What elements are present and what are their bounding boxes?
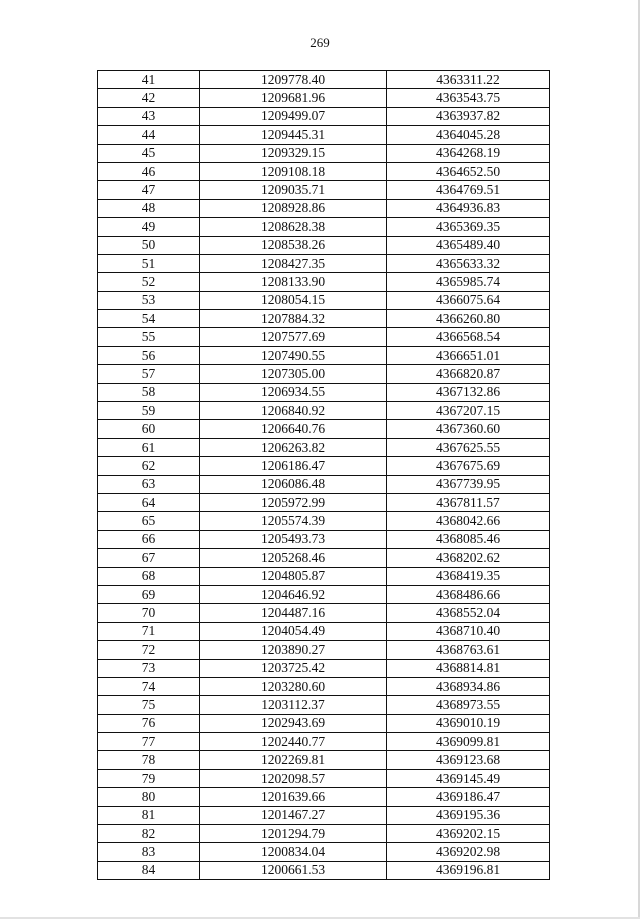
x-coordinate-cell: 1205972.99 (200, 493, 387, 511)
x-coordinate-cell: 1209108.18 (200, 162, 387, 180)
point-number-cell: 55 (98, 328, 200, 346)
point-number-cell: 46 (98, 162, 200, 180)
x-coordinate-cell: 1202098.57 (200, 769, 387, 787)
point-number-cell: 62 (98, 457, 200, 475)
table-row (98, 622, 550, 640)
table-row (98, 383, 550, 401)
x-coordinate-cell: 1208538.26 (200, 236, 387, 254)
page-number: 269 (310, 35, 330, 50)
x-coordinate-cell: 1200834.04 (200, 843, 387, 861)
table-row (98, 585, 550, 603)
y-coordinate-cell: 4368042.66 (387, 512, 550, 530)
y-coordinate-cell: 4369202.15 (387, 825, 550, 843)
y-coordinate-cell: 4368202.62 (387, 549, 550, 567)
x-coordinate-cell: 1206263.82 (200, 438, 387, 456)
table-row (98, 89, 550, 107)
x-coordinate-cell: 1202943.69 (200, 714, 387, 732)
table-row (98, 567, 550, 585)
table-row (98, 438, 550, 456)
x-coordinate-cell: 1209329.15 (200, 144, 387, 162)
point-number-cell: 56 (98, 346, 200, 364)
y-coordinate-cell: 4364045.28 (387, 126, 550, 144)
table-row (98, 806, 550, 824)
table-row (98, 273, 550, 291)
x-coordinate-cell: 1206840.92 (200, 402, 387, 420)
point-number-cell: 50 (98, 236, 200, 254)
point-number-cell: 77 (98, 733, 200, 751)
y-coordinate-cell: 4369145.49 (387, 769, 550, 787)
x-coordinate-cell: 1201294.79 (200, 825, 387, 843)
x-coordinate-cell: 1206086.48 (200, 475, 387, 493)
point-number-cell: 44 (98, 126, 200, 144)
table-row (98, 162, 550, 180)
x-coordinate-cell: 1208133.90 (200, 273, 387, 291)
y-coordinate-cell: 4368763.61 (387, 641, 550, 659)
x-coordinate-cell: 1204054.49 (200, 622, 387, 640)
x-coordinate-cell: 1202440.77 (200, 733, 387, 751)
table-row (98, 659, 550, 677)
point-number-cell: 84 (98, 861, 200, 879)
table-row (98, 254, 550, 272)
table-row (98, 291, 550, 309)
y-coordinate-cell: 4367132.86 (387, 383, 550, 401)
y-coordinate-cell: 4367739.95 (387, 475, 550, 493)
table-row (98, 604, 550, 622)
table-row (98, 181, 550, 199)
coordinates-table (97, 70, 550, 880)
point-number-cell: 60 (98, 420, 200, 438)
table-row (98, 365, 550, 383)
table-row (98, 641, 550, 659)
x-coordinate-cell: 1204805.87 (200, 567, 387, 585)
y-coordinate-cell: 4366260.80 (387, 310, 550, 328)
point-number-cell: 80 (98, 788, 200, 806)
point-number-cell: 61 (98, 438, 200, 456)
point-number-cell: 81 (98, 806, 200, 824)
y-coordinate-cell: 4364936.83 (387, 199, 550, 217)
table-row (98, 328, 550, 346)
x-coordinate-cell: 1205493.73 (200, 530, 387, 548)
table-row (98, 825, 550, 843)
y-coordinate-cell: 4363311.22 (387, 71, 550, 89)
table-row (98, 144, 550, 162)
y-coordinate-cell: 4366075.64 (387, 291, 550, 309)
point-number-cell: 57 (98, 365, 200, 383)
point-number-cell: 79 (98, 769, 200, 787)
x-coordinate-cell: 1203280.60 (200, 677, 387, 695)
x-coordinate-cell: 1203112.37 (200, 696, 387, 714)
y-coordinate-cell: 4369186.47 (387, 788, 550, 806)
point-number-cell: 43 (98, 107, 200, 125)
table-row (98, 126, 550, 144)
y-coordinate-cell: 4368419.35 (387, 567, 550, 585)
table-row (98, 512, 550, 530)
y-coordinate-cell: 4365985.74 (387, 273, 550, 291)
point-number-cell: 48 (98, 199, 200, 217)
x-coordinate-cell: 1207305.00 (200, 365, 387, 383)
y-coordinate-cell: 4368973.55 (387, 696, 550, 714)
x-coordinate-cell: 1208628.38 (200, 218, 387, 236)
point-number-cell: 47 (98, 181, 200, 199)
table-row (98, 549, 550, 567)
table-row (98, 457, 550, 475)
x-coordinate-cell: 1206186.47 (200, 457, 387, 475)
table-row (98, 402, 550, 420)
coordinates-table-body (98, 71, 550, 880)
table-row (98, 199, 550, 217)
y-coordinate-cell: 4367675.69 (387, 457, 550, 475)
x-coordinate-cell: 1208427.35 (200, 254, 387, 272)
x-coordinate-cell: 1202269.81 (200, 751, 387, 769)
table-row (98, 71, 550, 89)
point-number-cell: 68 (98, 567, 200, 585)
table-row (98, 475, 550, 493)
table-row (98, 733, 550, 751)
point-number-cell: 41 (98, 71, 200, 89)
point-number-cell: 78 (98, 751, 200, 769)
y-coordinate-cell: 4363543.75 (387, 89, 550, 107)
point-number-cell: 45 (98, 144, 200, 162)
point-number-cell: 51 (98, 254, 200, 272)
y-coordinate-cell: 4366651.01 (387, 346, 550, 364)
x-coordinate-cell: 1207577.69 (200, 328, 387, 346)
x-coordinate-cell: 1203725.42 (200, 659, 387, 677)
table-row (98, 218, 550, 236)
x-coordinate-cell: 1208928.86 (200, 199, 387, 217)
point-number-cell: 75 (98, 696, 200, 714)
x-coordinate-cell: 1205268.46 (200, 549, 387, 567)
point-number-cell: 82 (98, 825, 200, 843)
y-coordinate-cell: 4368934.86 (387, 677, 550, 695)
table-row (98, 769, 550, 787)
y-coordinate-cell: 4369123.68 (387, 751, 550, 769)
x-coordinate-cell: 1204487.16 (200, 604, 387, 622)
y-coordinate-cell: 4367625.55 (387, 438, 550, 456)
point-number-cell: 52 (98, 273, 200, 291)
point-number-cell: 53 (98, 291, 200, 309)
table-row (98, 236, 550, 254)
table-row (98, 346, 550, 364)
point-number-cell: 72 (98, 641, 200, 659)
point-number-cell: 42 (98, 89, 200, 107)
table-row (98, 530, 550, 548)
y-coordinate-cell: 4369195.36 (387, 806, 550, 824)
y-coordinate-cell: 4369202.98 (387, 843, 550, 861)
y-coordinate-cell: 4364769.51 (387, 181, 550, 199)
point-number-cell: 65 (98, 512, 200, 530)
point-number-cell: 49 (98, 218, 200, 236)
table-row (98, 310, 550, 328)
x-coordinate-cell: 1209445.31 (200, 126, 387, 144)
y-coordinate-cell: 4366820.87 (387, 365, 550, 383)
table-row (98, 696, 550, 714)
x-coordinate-cell: 1201639.66 (200, 788, 387, 806)
point-number-cell: 67 (98, 549, 200, 567)
y-coordinate-cell: 4365369.35 (387, 218, 550, 236)
point-number-cell: 70 (98, 604, 200, 622)
y-coordinate-cell: 4365489.40 (387, 236, 550, 254)
point-number-cell: 83 (98, 843, 200, 861)
x-coordinate-cell: 1209778.40 (200, 71, 387, 89)
x-coordinate-cell: 1204646.92 (200, 585, 387, 603)
x-coordinate-cell: 1206934.55 (200, 383, 387, 401)
y-coordinate-cell: 4368085.46 (387, 530, 550, 548)
y-coordinate-cell: 4369010.19 (387, 714, 550, 732)
x-coordinate-cell: 1203890.27 (200, 641, 387, 659)
table-row (98, 677, 550, 695)
point-number-cell: 73 (98, 659, 200, 677)
x-coordinate-cell: 1209499.07 (200, 107, 387, 125)
point-number-cell: 66 (98, 530, 200, 548)
y-coordinate-cell: 4367811.57 (387, 493, 550, 511)
x-coordinate-cell: 1207490.55 (200, 346, 387, 364)
point-number-cell: 64 (98, 493, 200, 511)
y-coordinate-cell: 4363937.82 (387, 107, 550, 125)
y-coordinate-cell: 4367207.15 (387, 402, 550, 420)
x-coordinate-cell: 1200661.53 (200, 861, 387, 879)
x-coordinate-cell: 1208054.15 (200, 291, 387, 309)
x-coordinate-cell: 1209681.96 (200, 89, 387, 107)
y-coordinate-cell: 4368710.40 (387, 622, 550, 640)
point-number-cell: 74 (98, 677, 200, 695)
point-number-cell: 59 (98, 402, 200, 420)
table-row (98, 788, 550, 806)
y-coordinate-cell: 4369196.81 (387, 861, 550, 879)
y-coordinate-cell: 4368552.04 (387, 604, 550, 622)
point-number-cell: 69 (98, 585, 200, 603)
table-row (98, 861, 550, 879)
x-coordinate-cell: 1209035.71 (200, 181, 387, 199)
table-row (98, 751, 550, 769)
y-coordinate-cell: 4367360.60 (387, 420, 550, 438)
table-row (98, 493, 550, 511)
point-number-cell: 76 (98, 714, 200, 732)
table-row (98, 714, 550, 732)
table-row (98, 107, 550, 125)
y-coordinate-cell: 4366568.54 (387, 328, 550, 346)
y-coordinate-cell: 4365633.32 (387, 254, 550, 272)
x-coordinate-cell: 1206640.76 (200, 420, 387, 438)
x-coordinate-cell: 1207884.32 (200, 310, 387, 328)
point-number-cell: 58 (98, 383, 200, 401)
point-number-cell: 54 (98, 310, 200, 328)
y-coordinate-cell: 4369099.81 (387, 733, 550, 751)
y-coordinate-cell: 4364268.19 (387, 144, 550, 162)
table-row (98, 843, 550, 861)
x-coordinate-cell: 1201467.27 (200, 806, 387, 824)
y-coordinate-cell: 4368814.81 (387, 659, 550, 677)
y-coordinate-cell: 4368486.66 (387, 585, 550, 603)
point-number-cell: 63 (98, 475, 200, 493)
table-row (98, 420, 550, 438)
point-number-cell: 71 (98, 622, 200, 640)
y-coordinate-cell: 4364652.50 (387, 162, 550, 180)
x-coordinate-cell: 1205574.39 (200, 512, 387, 530)
